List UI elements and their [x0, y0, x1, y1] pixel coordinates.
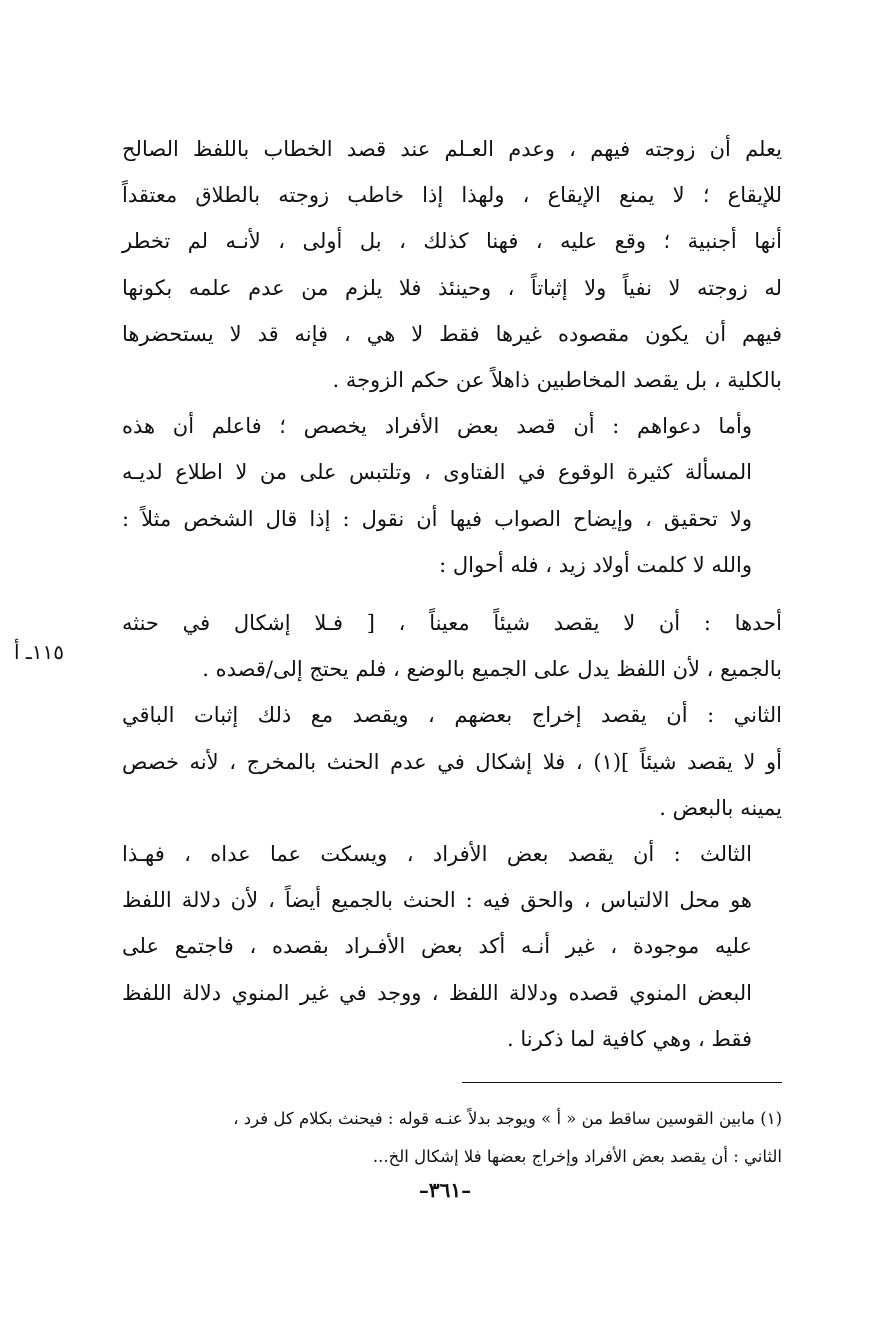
- text-line: الثالث : أن يقصد بعض الأفراد ، ويسكت عما عداه ، فهـذا: [122, 842, 752, 867]
- text-line: أو لا يقصد شيئاً ](١) ، فلا إشكال في عدم الحنث بالمخرج ، لأنه خصص: [122, 749, 782, 774]
- text-line: فيهم أن يكون مقصوده غيرها فقط لا هي ، فإنه قد لا يستحضرها: [122, 321, 782, 346]
- text-line: عليه موجودة ، غير أنـه أكد بعض الأفـراد بقصده ، فاجتمع على: [122, 934, 752, 959]
- footnote-divider: [462, 1082, 782, 1083]
- main-text: [122, 126, 782, 1062]
- text-line: الثاني : أن يقصد إخراج بعضهم ، ويقصد مع ذلك إثبات الباقي: [122, 703, 782, 728]
- footnote-line: الثاني : أن يقصد بعض الأفراد وإخراج بعضها فلا إشكال الخ...: [372, 1147, 782, 1166]
- page-number: –٣٦١–: [418, 1178, 472, 1202]
- text-line: وأما دعواهم : أن قصد بعض الأفراد يخصص ؛ فاعلم أن هذه: [122, 414, 752, 439]
- paragraph-4: [122, 692, 782, 831]
- text-line: يعلم أن زوجته فيهم ، وعدم العـلم عند قصد الخطاب باللفظ الصالح: [122, 137, 782, 161]
- paragraph-3: [122, 600, 782, 692]
- paragraph-1: [122, 126, 782, 403]
- text-line: يمينه بالبعض .: [659, 795, 782, 820]
- paragraph-2: [122, 403, 782, 588]
- paragraph-5: [122, 831, 782, 1062]
- text-line: للإيقاع ؛ لا يمنع الإيقاع ، ولهذا إذا خاطب زوجته بالطلاق معتقداً: [122, 183, 782, 208]
- footnote-line: (١) مابين القوسين ساقط من « أ » ويوجد بدلاً عنـه قوله : فيحنث بكلام كل فرد ،: [233, 1109, 782, 1128]
- footnotes: [128, 1100, 782, 1176]
- text-line: فقط ، وهي كافية لما ذكرنا .: [507, 1026, 752, 1051]
- text-line: والله لا كلمت أولاد زيد ، فله أحوال :: [439, 552, 752, 577]
- text-line: هو محل الالتباس ، والحق فيه : الحنث بالجميع أيضاً ، لأن دلالة اللفظ: [122, 888, 752, 913]
- text-line: البعض المنوي قصده ودلالة اللفظ ، ووجد في غير المنوي دلالة اللفظ: [122, 980, 752, 1005]
- manuscript-folio-reference: ١١٥ـ أ: [14, 640, 65, 664]
- text-line: ولا تحقيق ، وإيضاح الصواب فيها أن نقول : إذا قال الشخص مثلاً :: [122, 506, 752, 531]
- text-line: المسألة كثيرة الوقوع في الفتاوى ، وتلتبس على من لا اطلاع لديـه: [122, 460, 752, 485]
- text-line: له زوجته لا نفياً ولا إثباتاً ، وحينئذ فلا يلزم من عدم علمه بكونها: [122, 275, 782, 300]
- text-line: أنها أجنبية ؛ وقع عليه ، فهنا كذلك ، بل أولى ، لأنـه لم تخطر: [122, 229, 782, 254]
- text-line: بالكلية ، بل يقصد المخاطبين ذاهلاً عن حكم الزوجة .: [332, 368, 782, 393]
- text-line: أحدها : أن لا يقصد شيئاً معيناً ، [ فـلا إشكال في حنثه: [122, 611, 782, 636]
- text-line: بالجميع ، لأن اللفظ يدل على الجميع بالوضع ، فلم يحتج إلى/قصده .: [202, 657, 782, 682]
